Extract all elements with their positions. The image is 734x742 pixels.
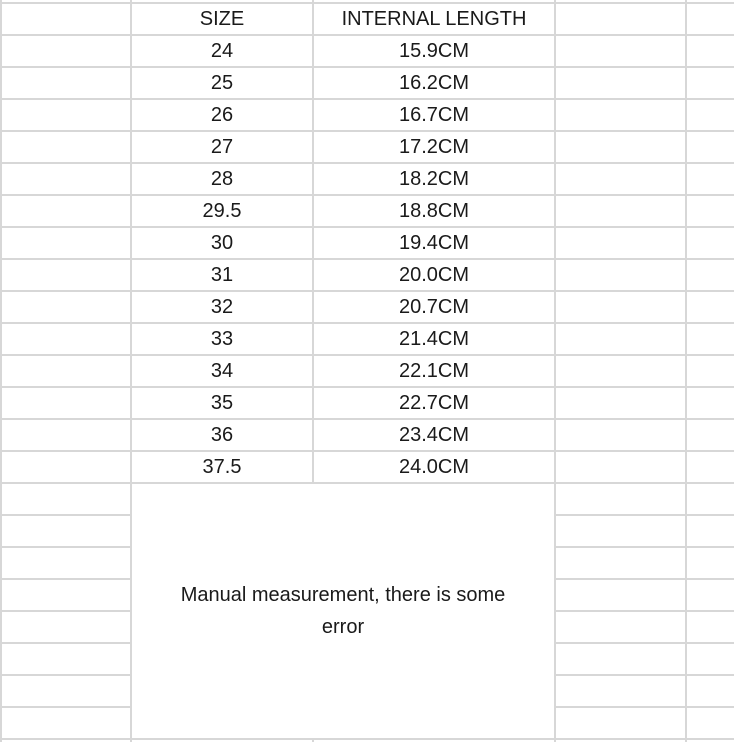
column-header-internal-length[interactable]: INTERNAL LENGTH [314,4,554,34]
empty-cell[interactable] [2,100,130,130]
note-line: error [321,616,365,638]
empty-cell[interactable] [687,420,734,450]
empty-cell[interactable] [556,324,685,354]
empty-cell[interactable] [2,580,130,610]
empty-cell[interactable] [2,292,130,322]
size-cell[interactable]: 32 [132,292,312,322]
length-cell[interactable]: 21.4CM [314,324,554,354]
size-cell[interactable]: 26 [132,100,312,130]
empty-cell[interactable] [687,516,734,546]
empty-cell[interactable] [2,420,130,450]
size-cell[interactable]: 33 [132,324,312,354]
length-cell[interactable]: 24.0CM [314,452,554,482]
size-cell[interactable]: 27 [132,132,312,162]
empty-cell[interactable] [2,452,130,482]
empty-cell[interactable] [556,452,685,482]
empty-cell[interactable] [2,644,130,674]
empty-cell[interactable] [556,292,685,322]
size-cell[interactable]: 24 [132,36,312,66]
empty-cell[interactable] [556,36,685,66]
empty-cell[interactable] [2,612,130,642]
empty-cell[interactable] [687,484,734,514]
partial-cell [556,0,685,2]
size-cell[interactable]: 28 [132,164,312,194]
partial-cell [132,0,312,2]
size-cell[interactable]: 31 [132,260,312,290]
empty-cell[interactable] [687,260,734,290]
empty-cell[interactable] [687,4,734,34]
empty-cell[interactable] [2,68,130,98]
length-cell[interactable]: 16.7CM [314,100,554,130]
empty-cell[interactable] [556,228,685,258]
empty-cell[interactable] [687,68,734,98]
size-cell[interactable]: 29.5 [132,196,312,226]
empty-cell[interactable] [2,388,130,418]
note-cell[interactable] [132,484,554,738]
partial-cell [687,0,734,2]
empty-cell[interactable] [556,708,685,738]
length-cell[interactable]: 16.2CM [314,68,554,98]
length-cell[interactable]: 20.7CM [314,292,554,322]
empty-cell[interactable] [2,260,130,290]
empty-cell[interactable] [687,324,734,354]
size-cell[interactable]: 34 [132,356,312,386]
length-cell[interactable]: 22.1CM [314,356,554,386]
empty-cell[interactable] [687,388,734,418]
empty-cell[interactable] [2,708,130,738]
note-line: Manual measurement, there is some [180,584,506,606]
length-cell[interactable]: 19.4CM [314,228,554,258]
empty-cell[interactable] [556,612,685,642]
empty-cell[interactable] [687,548,734,578]
empty-cell[interactable] [556,4,685,34]
empty-cell[interactable] [556,676,685,706]
empty-cell[interactable] [2,228,130,258]
empty-cell[interactable] [2,132,130,162]
empty-cell[interactable] [687,196,734,226]
length-cell[interactable]: 23.4CM [314,420,554,450]
empty-cell[interactable] [687,452,734,482]
empty-cell[interactable] [2,196,130,226]
empty-cell[interactable] [687,228,734,258]
empty-cell[interactable] [687,676,734,706]
length-cell[interactable]: 15.9CM [314,36,554,66]
empty-cell[interactable] [556,388,685,418]
empty-cell[interactable] [556,100,685,130]
empty-cell[interactable] [2,324,130,354]
empty-cell[interactable] [556,484,685,514]
size-cell[interactable]: 36 [132,420,312,450]
empty-cell[interactable] [687,100,734,130]
empty-cell[interactable] [687,580,734,610]
empty-cell[interactable] [556,196,685,226]
empty-cell[interactable] [687,644,734,674]
size-cell[interactable]: 25 [132,68,312,98]
empty-cell[interactable] [687,164,734,194]
empty-cell[interactable] [2,548,130,578]
empty-cell[interactable] [2,164,130,194]
empty-cell[interactable] [2,676,130,706]
column-header-size[interactable]: SIZE [132,4,312,34]
empty-cell[interactable] [556,164,685,194]
size-cell[interactable]: 30 [132,228,312,258]
empty-cell[interactable] [687,292,734,322]
empty-cell[interactable] [556,356,685,386]
empty-cell[interactable] [687,356,734,386]
length-cell[interactable]: 18.8CM [314,196,554,226]
empty-cell[interactable] [556,580,685,610]
size-cell[interactable]: 35 [132,388,312,418]
length-cell[interactable]: 18.2CM [314,164,554,194]
empty-cell[interactable] [556,420,685,450]
empty-cell[interactable] [556,548,685,578]
size-cell[interactable]: 37.5 [132,452,312,482]
empty-cell[interactable] [556,644,685,674]
empty-cell[interactable] [2,36,130,66]
length-cell[interactable]: 22.7CM [314,388,554,418]
empty-cell[interactable] [556,260,685,290]
length-cell[interactable]: 20.0CM [314,260,554,290]
empty-cell[interactable] [687,612,734,642]
partial-cell [2,0,130,2]
empty-cell[interactable] [2,4,130,34]
empty-cell[interactable] [556,68,685,98]
empty-cell[interactable] [556,132,685,162]
empty-cell[interactable] [687,36,734,66]
partial-cell [314,0,554,2]
note-text [181,579,506,643]
empty-cell[interactable] [2,484,130,514]
length-cell[interactable]: 17.2CM [314,132,554,162]
empty-cell[interactable] [687,132,734,162]
empty-cell[interactable] [2,356,130,386]
empty-cell[interactable] [2,516,130,546]
empty-cell[interactable] [687,708,734,738]
empty-cell[interactable] [556,516,685,546]
